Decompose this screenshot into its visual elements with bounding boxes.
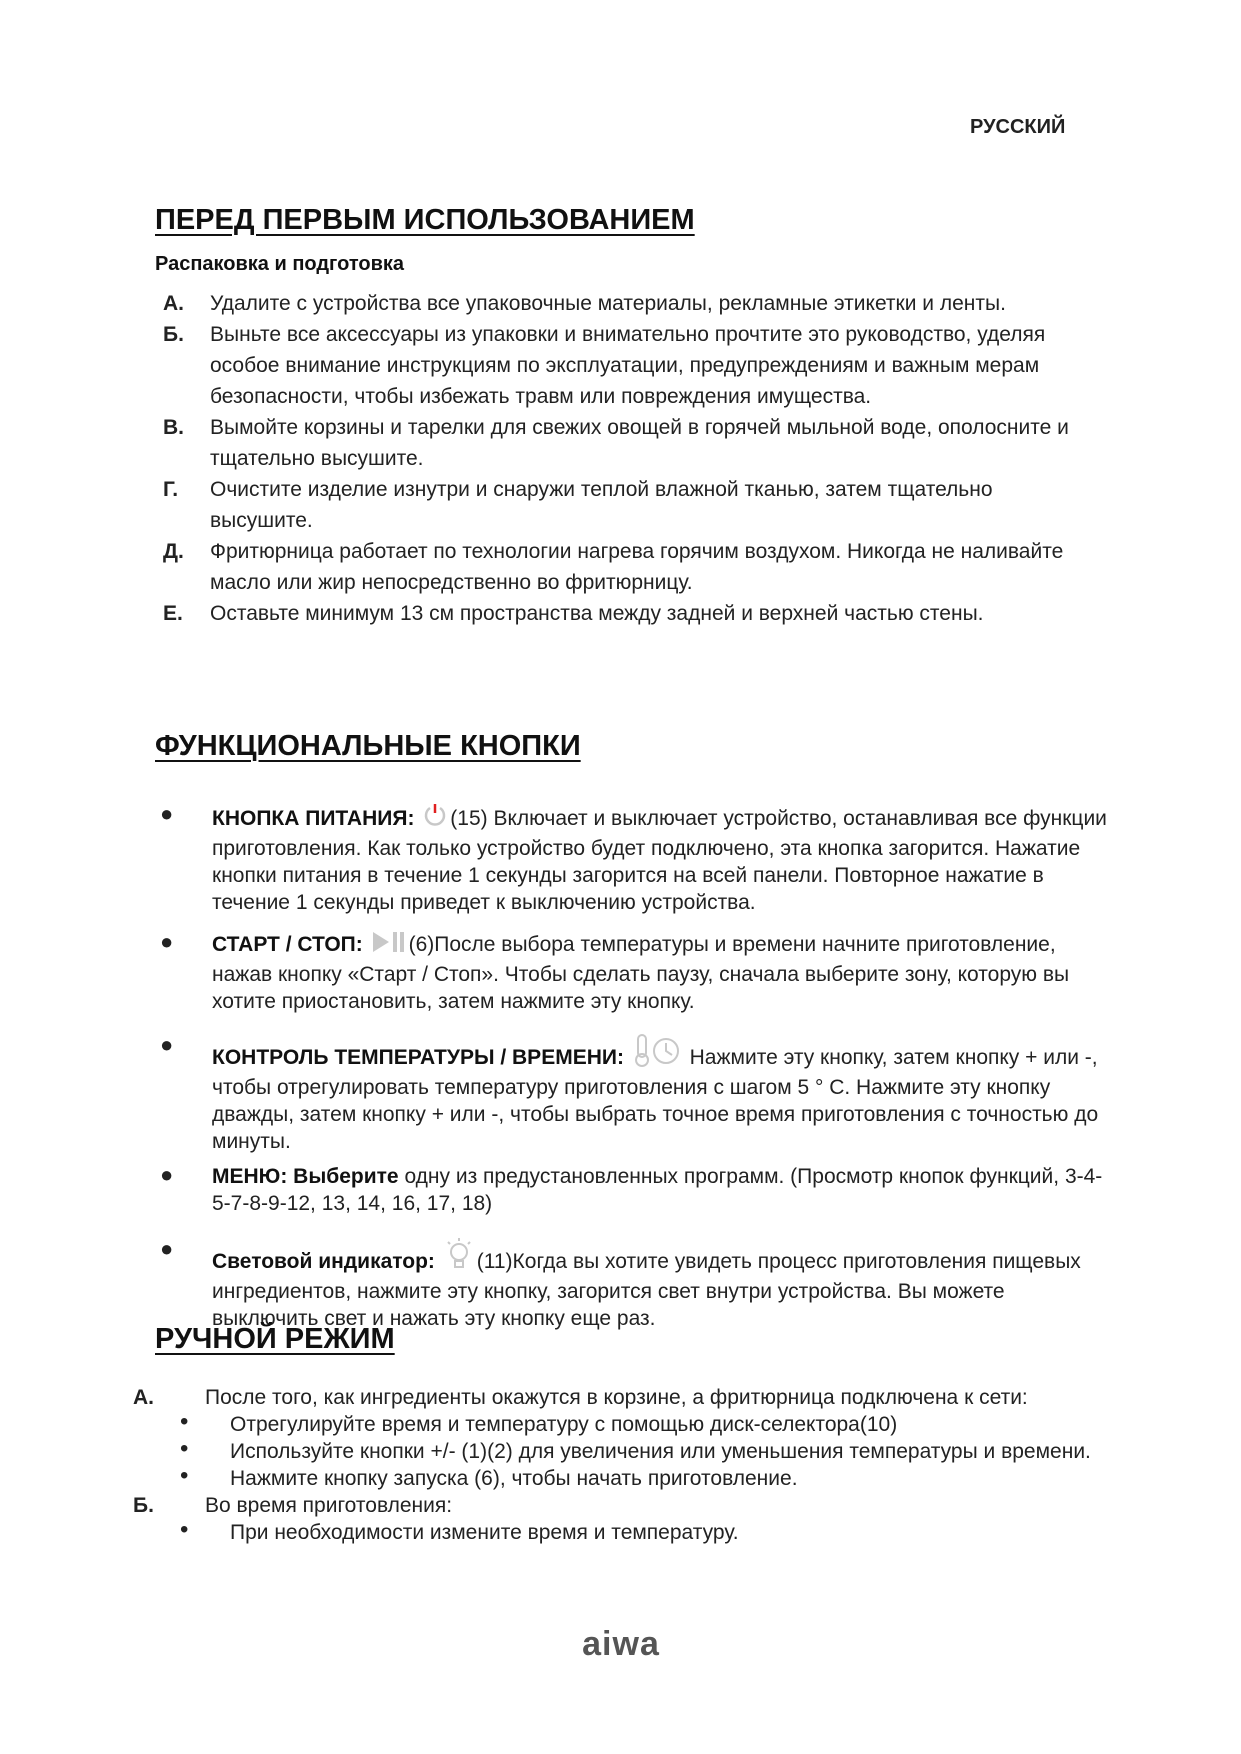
list-marker: Б. — [163, 323, 184, 346]
list-marker: Е. — [163, 602, 183, 625]
list-item-text: Оставьте минимум 13 см пространства между задней и верхней частью стены. — [210, 602, 984, 625]
bullet: • — [180, 1462, 189, 1489]
list-item — [160, 802, 1110, 916]
bullet: • — [180, 1516, 189, 1543]
unpacking-list — [160, 288, 1100, 629]
list-item-text: После того, как ингредиенты окажутся в корзине, а фритюрница подключена к сети: — [205, 1386, 1028, 1409]
lightbulb-icon — [443, 1237, 475, 1278]
sub-list-item — [180, 1516, 1130, 1546]
item-label: МЕНЮ: Выберите — [212, 1165, 399, 1188]
list-item — [160, 536, 1100, 598]
list-marker: Б. — [133, 1494, 154, 1517]
list-item — [130, 1492, 1130, 1519]
bullet: ● — [160, 1236, 174, 1261]
item-text: одну из предустановленных программ. (Просмотр кнопок функций, 3-4-5-7-8-9-12, 13, 14, 16, 17, 18) — [212, 1165, 1103, 1215]
list-item-text: Фритюрница работает по технологии нагрева горячим воздухом. Никогда не наливайте масло или жир непосредственно во фритюрницу. — [210, 540, 1064, 594]
item-text: (11)Когда вы хотите увидеть процесс приготовления пищевых ингредиентов, нажмите эту кнопку, загорится свет внутри устройства. Вы можете выключить свет и нажать эту кнопку еще раз. — [212, 1250, 1081, 1330]
logo-text: aiwa — [582, 1627, 660, 1663]
list-item-text: Вымойте корзины и тарелки для свежих овощей в горячей мыльной воде, ополосните и тщательно высушите. — [210, 416, 1069, 470]
list-item-text: Выньте все аксессуары из упаковки и внимательно прочтите это руководство, уделяя особое внимание инструкциям по эксплуатации, предупреждениям и важным мерам безопасности, чтобы избежать травм или повреждения имущества. — [210, 323, 1046, 408]
list-item — [130, 1384, 1130, 1411]
sub-list-item — [180, 1435, 1130, 1465]
list-item — [160, 412, 1100, 474]
list-item — [160, 1237, 1110, 1332]
power-icon — [422, 802, 448, 835]
list-marker: А. — [133, 1386, 154, 1409]
list-item — [160, 598, 1100, 629]
sub-item-text: Используйте кнопки +/- (1)(2) для увеличения или уменьшения температуры и времени. — [230, 1440, 1091, 1463]
sub-item-text: При необходимости измените время и температуру. — [230, 1521, 739, 1544]
bullet: ● — [160, 929, 174, 954]
bullet: ● — [160, 801, 174, 826]
aiwa-logo — [556, 1627, 686, 1663]
list-item — [160, 1163, 1110, 1217]
item-text: (6)После выбора температуры и времени начните приготовление, нажав кнопку «Старт / Стоп». Чтобы сделать паузу, сначала выберите зону, которую вы хотите приостановить, затем нажмите эту кнопку. — [212, 933, 1070, 1013]
list-item — [160, 288, 1100, 319]
bullet: • — [180, 1435, 189, 1462]
item-text: (15) Включает и выключает устройство, останавливая все функции приготовления. Как только устройство будет подключено, эта кнопка загорится. Нажатие кнопки питания в течение 1 секунды загорится на всей панели. Повторное нажатие в течение 1 секунды приведет к выключению устройства. — [212, 807, 1107, 914]
section-subtitle-unpacking: Распаковка и подготовка — [155, 253, 405, 275]
item-label: Световой индикатор: — [212, 1250, 435, 1273]
section-title-function-buttons: ФУНКЦИОНАЛЬНЫЕ КНОПКИ — [155, 730, 581, 762]
list-item — [160, 319, 1100, 412]
list-item — [160, 1033, 1110, 1155]
function-buttons-list — [160, 802, 1110, 1332]
item-text: Нажмите эту кнопку, затем кнопку + или -, чтобы отрегулировать температуру приготовления с шагом 5 ° С. Нажмите эту кнопку дважды, затем кнопку + или -, чтобы выбрать точное время приготовления с точностью до минуты. — [212, 1046, 1099, 1153]
bullet: • — [180, 1408, 189, 1435]
list-item-text: Очистите изделие изнутри и снаружи теплой влажной тканью, затем тщательно высушите. — [210, 478, 993, 532]
play-pause-icon — [371, 930, 407, 961]
list-marker: А. — [163, 292, 184, 315]
list-marker: Д. — [163, 540, 184, 563]
list-marker: В. — [163, 416, 184, 439]
list-item-text: Удалите с устройства все упаковочные материалы, рекламные этикетки и ленты. — [210, 292, 1006, 315]
manual-mode-list — [130, 1384, 1130, 1546]
sub-item-text: Нажмите кнопку запуска (6), чтобы начать приготовление. — [230, 1467, 798, 1490]
section-title-manual-mode: РУЧНОЙ РЕЖИМ — [155, 1323, 395, 1355]
sub-item-text: Отрегулируйте время и температуру с помощью диск-селектора(10) — [230, 1413, 898, 1436]
language-label: РУССКИЙ — [970, 116, 1066, 138]
bullet: ● — [160, 1032, 174, 1057]
list-item — [160, 930, 1110, 1015]
list-item-text: Во время приготовления: — [205, 1494, 453, 1517]
item-label: СТАРТ / СТОП: — [212, 933, 363, 956]
section-title-before-first-use: ПЕРЕД ПЕРВЫМ ИСПОЛЬЗОВАНИЕМ — [155, 204, 695, 236]
item-label: КНОПКА ПИТАНИЯ: — [212, 807, 415, 830]
sub-list-item — [180, 1408, 1130, 1438]
bullet: ● — [160, 1162, 174, 1187]
item-label: КОНТРОЛЬ ТЕМПЕРАТУРЫ / ВРЕМЕНИ: — [212, 1046, 624, 1069]
sub-list-item — [180, 1462, 1130, 1492]
list-marker: Г. — [163, 478, 179, 501]
list-item — [160, 474, 1100, 536]
temp-time-icon — [632, 1033, 682, 1074]
